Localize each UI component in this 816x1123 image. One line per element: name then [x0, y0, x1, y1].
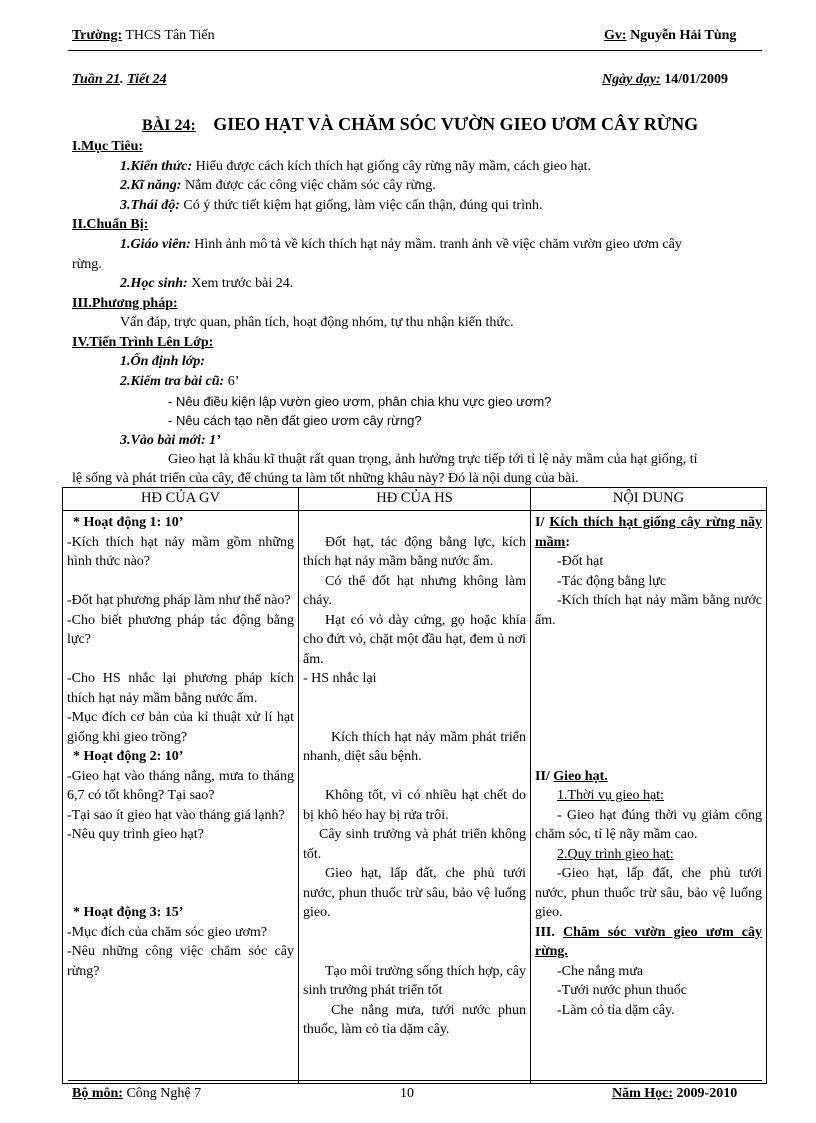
activity-table	[62, 487, 767, 1084]
header-hs: HĐ CỦA HS	[299, 488, 531, 511]
hs-spacer	[303, 767, 526, 787]
s2-line-1-cont: rừng.	[72, 257, 102, 272]
s4-l2-time: 6’	[224, 374, 240, 389]
gv-spacer	[67, 572, 294, 592]
s4-line-2	[120, 372, 239, 392]
s4-line-3: 3.Vào bài mới: 1’	[120, 433, 221, 448]
gv-question-4: -Cho HS nhắc lại phương pháp kích thích hạt nảy mầm bằng nước ấm.	[67, 671, 294, 706]
s1-line-1	[120, 157, 591, 177]
s3-text: Vấn đáp, trực quan, phân tích, hoạt động nhóm, tự thu nhận kiến thức.	[120, 315, 514, 330]
teacher-name: Nguyễn Hải Tùng	[630, 28, 737, 43]
s2-l1-label: 1.Giáo viên:	[120, 237, 191, 252]
hs-answer-4: - HS nhắc lại	[303, 671, 377, 686]
content-sub-1	[535, 786, 762, 806]
gv-question-5: -Mục đích cơ bản của kỉ thuật xử lí hạt giống khi gieo trồng?	[67, 710, 294, 745]
hs-spacer	[303, 689, 526, 728]
week: Tuần 21	[72, 72, 121, 87]
gv-question-3: -Cho biết phương pháp tác động bằng lực?	[67, 612, 294, 647]
week-sep: .	[120, 72, 124, 87]
header-nd: NỘI DUNG	[531, 488, 767, 511]
section-3-title	[72, 294, 178, 314]
lesson: Tiết 24	[127, 72, 167, 87]
hs-answer-2: Có thể đốt hạt nhưng không làm cháy.	[303, 573, 526, 608]
content-item-3: -Kích thích hạt nảy mầm bằng nước ấm.	[535, 593, 762, 628]
header-rule	[68, 50, 762, 51]
gv-question-6: -Gieo hạt vào tháng nắng, mưa to tháng 6,7 có tốt không? Tại sao?	[67, 768, 294, 803]
section-4-title-text: IV.Tiến Trình Lên Lớp:	[72, 335, 214, 350]
h1-prefix: I/	[535, 515, 550, 530]
title-number: BÀI 24:	[142, 117, 196, 134]
hs-answer-1: Đốt hạt, tác động bằng lực, kích thích hạt nảy mầm bằng nước ấm.	[303, 534, 526, 569]
date-label: Ngày dạy:	[602, 72, 661, 87]
s2-l2-label: 2.Học sinh:	[120, 276, 188, 291]
date	[602, 72, 728, 88]
s1-l2-text: Nắm được các công việc chăm sóc cây rừng.	[181, 178, 436, 193]
gv-spacer	[67, 650, 294, 670]
intro-line-1: Gieo hạt là khâu kĩ thuật rất quan trọng, ảnh hưởng trực tiếp tới tỉ lệ nảy mầm của hạt giống, tỉ	[168, 452, 698, 467]
s1-l3-text: Có ý thức tiết kiệm hạt giống, làm việc cẩn thận, đúng qui trình.	[179, 198, 543, 213]
s4-l2-label: 2.Kiểm tra bài cũ:	[120, 374, 225, 389]
year-label: Năm Học:	[612, 1086, 674, 1101]
hs-answer-6: Không tốt, vì có nhiều hạt chết do bị khô héo hay bị rửa trôi.	[303, 788, 526, 823]
gv-question-8: -Nêu quy trình gieo hạt?	[67, 827, 204, 842]
gv-question-1: -Kích thích hạt nảy mầm gồm những hình thức nào?	[67, 534, 294, 569]
hs-answer-9: Tạo môi trường sống thích hợp, cây sinh trưởng phát triển tốt	[303, 963, 526, 998]
gv-question-7: -Tại sao ít gieo hạt vào tháng giá lạnh?	[67, 807, 285, 823]
teacher	[604, 28, 736, 44]
section-3-title-text: III.Phương pháp:	[72, 296, 178, 311]
content-item-2: -Tác động bằng lực	[557, 573, 667, 589]
s2-line-2	[120, 274, 293, 294]
s4-question-2: - Nêu cách tạo nền đất gieo ươm cây rừng?	[168, 413, 422, 428]
teacher-label: Gv:	[604, 28, 627, 43]
s4-line-1: 1.Ổn định lớp:	[120, 354, 205, 369]
gv-question-2: -Đốt hạt phương pháp làm như thế nào?	[67, 593, 291, 608]
hs-answer-8: Gieo hạt, lấp đất, che phủ tưới nước, phun thuốc trừ sâu, bảo vệ luống gieo.	[303, 866, 526, 920]
content-heading-3	[535, 923, 762, 962]
h1-text: Kích thích hạt giống cây rừng nãy mầm	[535, 515, 762, 550]
h2-prefix: II/	[535, 768, 554, 784]
school	[72, 28, 215, 44]
s4-question-1: - Nêu điều kiện lập vườn gieo ươm, phân chia khu vực gieo ươm?	[168, 394, 552, 409]
table-row	[63, 511, 767, 1084]
h2-text: Gieo hạt.	[553, 768, 608, 784]
s1-l1-text: Hiểu được cách kích thích hạt giống cây rừng nãy mầm, cách gieo hạt.	[192, 159, 592, 174]
school-label: Trường:	[72, 28, 123, 43]
gv-question-10: -Nêu những công việc chăm sóc cây rừng?	[67, 944, 294, 979]
content-item-6: -Làm cỏ tỉa dặm cây.	[557, 1002, 675, 1018]
page-number: 10	[400, 1086, 414, 1101]
week-lesson	[72, 72, 167, 88]
section-4-title	[72, 333, 213, 353]
subject-label: Bộ môn:	[72, 1086, 123, 1101]
content-sub-2	[535, 845, 762, 865]
hs-answer-7: Cây sinh trưởng và phát triển không tốt.	[303, 827, 526, 862]
title-text: GIEO HẠT VÀ CHĂM SÓC VƯỜN GIEO ƯƠM CÂY RỪNG	[213, 114, 699, 134]
content-item-5: -Tưới nước phun thuốc	[557, 983, 687, 998]
s2-l2-text: Xem trước bài 24.	[187, 276, 294, 291]
year-value: 2009-2010	[676, 1086, 738, 1101]
sub-1-text: 1.Thời vụ gieo hạt:	[557, 788, 664, 803]
hs-answer-5: Kích thích hạt nảy mầm phát triển nhanh, diệt sâu bệnh.	[303, 729, 526, 764]
footer-rule	[68, 1080, 762, 1081]
hs-column	[299, 511, 531, 1084]
h1-suffix: :	[565, 534, 570, 550]
content-item-1: -Đốt hạt	[557, 554, 604, 569]
hs-spacer	[303, 923, 526, 962]
h3-text: Chăm sóc vườn gieo ươm cây rừng.	[535, 924, 762, 959]
intro-line-2: lệ sống và phát triển của cây, để chúng ta làm tốt những khâu này? Đó là nội dung của bài.	[72, 471, 579, 486]
content-heading-2	[535, 767, 762, 787]
activity-1: * Hoạt động 1: 10’	[73, 515, 184, 530]
hs-answer-10: Che nắng mưa, tưới nước phun thuốc, làm cỏ tỉa dặm cây.	[303, 1002, 526, 1037]
content-column	[531, 511, 767, 1084]
s1-l3-label: 3.Thái độ:	[120, 198, 180, 213]
section-1-title-text: I.Mục Tiêu:	[72, 139, 144, 154]
gv-question-9: -Mục đích của chăm sóc gieo ươm?	[67, 924, 268, 940]
s1-line-2	[120, 176, 436, 196]
date-value: 14/01/2009	[664, 72, 728, 87]
footer-subject	[72, 1086, 201, 1102]
section-1-title	[72, 137, 143, 157]
content-heading-1	[535, 513, 762, 552]
content-item-4: -Che nắng mưa	[557, 963, 644, 979]
hs-spacer	[303, 513, 526, 533]
s1-l2-label: 2.Kĩ năng:	[120, 178, 182, 193]
content-sub-1-text: - Gieo hạt đúng thời vụ giảm công chăm sóc, tỉ lệ nãy mầm cao.	[535, 807, 762, 842]
footer-year	[612, 1086, 737, 1102]
section-2-title	[72, 215, 148, 235]
table-header-row	[63, 488, 767, 511]
sub-2-text: 2.Quy trình gieo hạt:	[557, 846, 674, 862]
gv-column	[63, 511, 299, 1084]
hs-answer-3: Hạt có vỏ dày cứng, gọ hoặc khía cho đứt vỏ, chặt một đầu hạt, đem ủ nơi ẩm.	[303, 612, 527, 667]
content-sub-2-text: -Gieo hạt, lấp đất, che phủ tưới nước, phun thuốc trừ sâu, bảo vệ luống gieo.	[535, 866, 762, 920]
s2-line-1	[120, 235, 682, 255]
content-spacer	[535, 630, 762, 767]
activity-2: * Hoạt động 2: 10’	[73, 749, 184, 764]
gv-spacer	[67, 845, 294, 904]
lesson-title	[142, 114, 698, 135]
subject-name: Công Nghệ 7	[126, 1086, 202, 1101]
section-2-title-text: II.Chuẩn Bị:	[72, 217, 149, 232]
activity-3: * Hoạt động 3: 15’	[73, 905, 184, 920]
s1-line-3	[120, 196, 542, 216]
header-gv: HĐ CỦA GV	[63, 488, 299, 511]
s2-l1-text: Hình ảnh mô tả về kích thích hạt nảy mầm. tranh ảnh về việc chăm vườn gieo ươm cây	[190, 237, 682, 252]
s1-l1-label: 1.Kiến thức:	[120, 159, 193, 174]
school-name: THCS Tân Tiến	[125, 28, 215, 43]
h3-prefix: III.	[535, 924, 563, 940]
